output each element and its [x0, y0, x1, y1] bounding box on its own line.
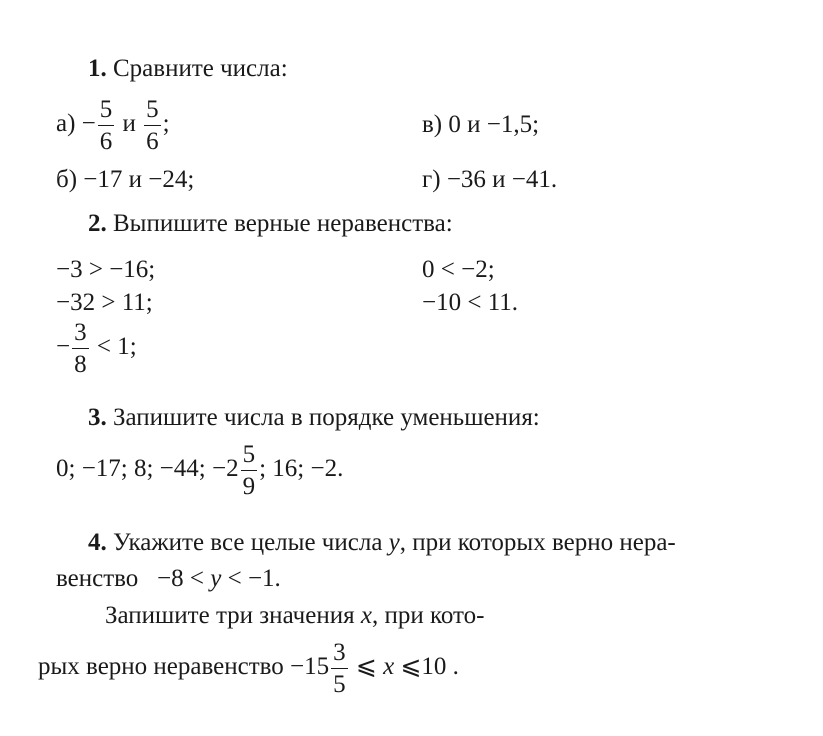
item-a-connector: и [116, 110, 143, 138]
inequality-5: −10 < 11. [422, 289, 519, 316]
task-1-number: 1. [88, 55, 107, 82]
fraction: $\frac{5}{6}$ [146, 96, 159, 155]
task-3-number-list: 0; −17; 8; −44; −2 $\frac{5}{9}$ ; 16; −2. [56, 441, 344, 500]
task-1-heading [88, 56, 288, 81]
fraction: $\frac{3}{5}$ [333, 639, 346, 698]
item-a-label: а) − [56, 110, 96, 138]
task-1-item-b: б) −17 и −24; [56, 166, 195, 193]
task-1-item-g: г) −36 и −41. [422, 166, 558, 193]
task-3-number: 3. [88, 404, 107, 431]
task-1-item-a: а) − $\frac{5}{6}$ и $\frac{5}{6}$ ; [56, 96, 170, 155]
fraction: $\frac{5}{6}$ [99, 96, 113, 155]
task-4-line-1: 4. Укажите все целые числа y, при которых верно нера- [88, 529, 676, 556]
inequality-1: −3 > −16; [56, 256, 156, 283]
task-1-title: Сравните числа: [113, 55, 288, 82]
task-4-line-2: венство −8 < y < −1. [56, 565, 281, 592]
fraction: $\frac{5}{9}$ [242, 441, 256, 500]
task-3-title: Запишите числа в порядке уменьшения: [113, 404, 540, 431]
task-5-line-2: рых верно неравенство −15 $\frac{3}{5}$ ⩽ x ⩽10 . [38, 639, 459, 698]
inequality-2: −32 > 11; [56, 289, 153, 316]
task-2-heading [88, 211, 453, 236]
inequality-3: − $\frac{3}{8}$ < 1; [56, 319, 137, 378]
variable-x: x [383, 653, 395, 681]
variable-y: y [388, 529, 400, 556]
inequality-4: 0 < −2; [422, 256, 495, 283]
task-2-number: 2. [88, 210, 107, 237]
task-3-heading [88, 405, 540, 430]
variable-x: x [360, 602, 372, 629]
task-2-title: Выпишите верные неравенства: [113, 210, 453, 237]
variable-y: y [210, 565, 222, 592]
task-5-line-1: Запишите три значения x, при кото- [105, 602, 485, 629]
fraction: $\frac{3}{8}$ [74, 319, 87, 378]
task-4-number: 4. [88, 529, 107, 556]
task-1-item-v: в) 0 и −1,5; [422, 111, 540, 138]
